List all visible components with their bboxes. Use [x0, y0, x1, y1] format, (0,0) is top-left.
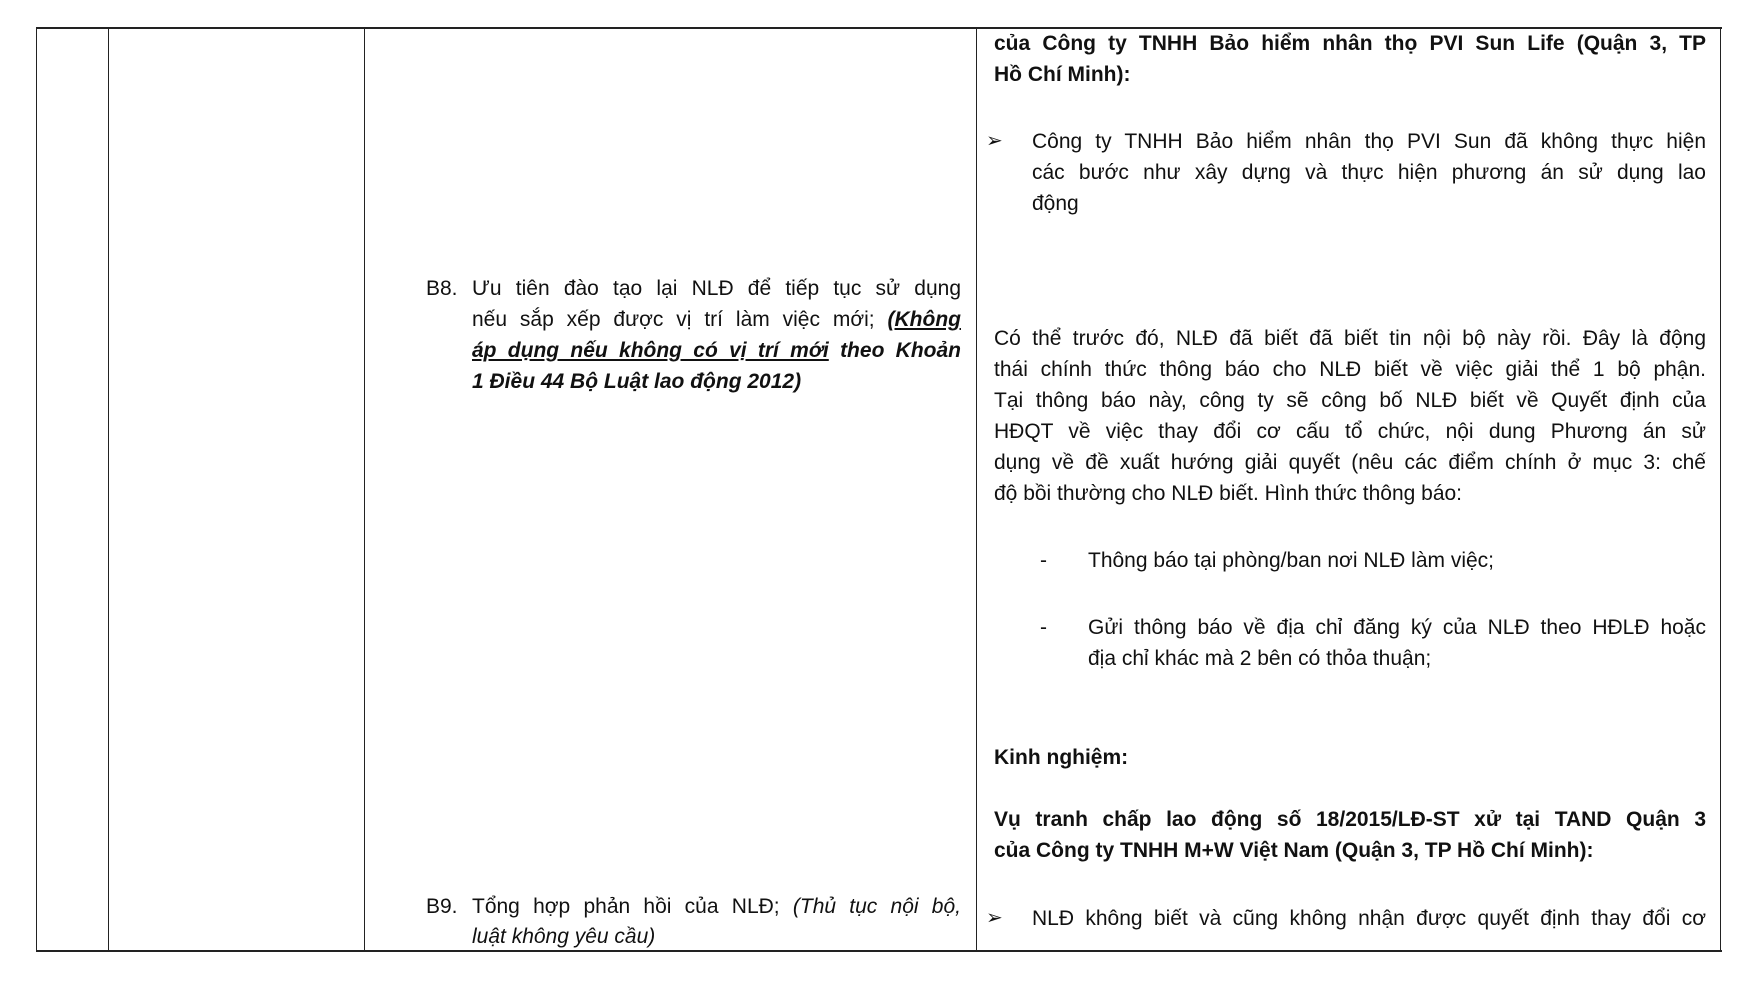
paragraph-line-1: Có thể trước đó, NLĐ đã biết đã biết tin nội bộ này rồi. Đây là động: [994, 327, 1706, 350]
bullet1-line-1: Công ty TNHH Bảo hiểm nhân thọ PVI Sun đã không thực hiện: [1032, 130, 1706, 153]
case2-heading-line-2: của Công ty TNHH M+W Việt Nam (Quận 3, TP Hồ Chí Minh):: [994, 839, 1594, 862]
bullet1-line-2: các bước như xây dựng và thực hiện phương án sử dụng lao: [1032, 161, 1706, 184]
dash-item-2-line-2: địa chỉ khác mà 2 bên có thỏa thuận;: [1088, 647, 1432, 670]
table-col-border-2: [108, 28, 109, 952]
bullet1-line-3: động: [1032, 192, 1079, 215]
case1-heading-line-1: của Công ty TNHH Bảo hiểm nhân thọ PVI Sun Life (Quận 3, TP: [994, 32, 1706, 55]
table-col-border-4: [976, 28, 977, 952]
b8-line-1: Ưu tiên đào tạo lại NLĐ để tiếp tục sử dụng: [472, 277, 961, 300]
bullet2-line-1: NLĐ không biết và cũng không nhận được quyết định thay đổi cơ: [1032, 907, 1706, 930]
b9-line-1-plain: Tổng hợp phản hồi của NLĐ;: [472, 895, 793, 918]
paragraph-line-2: thái chính thức thông báo cho NLĐ biết về việc giải thể 1 bộ phận.: [994, 358, 1706, 381]
b9-note-start: (Thủ tục nội bộ,: [792, 895, 961, 918]
case1-heading-line-2: Hồ Chí Minh):: [994, 63, 1131, 86]
case2-heading-line-1: Vụ tranh chấp lao động số 18/2015/LĐ-ST xử tại TAND Quận 3: [994, 808, 1706, 831]
b8-number: B8.: [426, 277, 458, 300]
b9-number: B9.: [426, 895, 458, 918]
b8-note-start: (Không: [887, 308, 961, 331]
experience-heading: Kinh nghiệm:: [994, 746, 1129, 769]
b9-line-2: luật không yêu cầu): [472, 925, 656, 948]
bullet-arrow-icon: ➢: [986, 130, 1003, 152]
dash-item-1: Thông báo tại phòng/ban nơi NLĐ làm việc;: [1088, 549, 1495, 572]
b8-note-tail: theo Khoản: [828, 339, 962, 362]
paragraph-line-6: độ bồi thường cho NLĐ biết. Hình thức thông báo:: [994, 482, 1463, 505]
dash-item-2-line-1: Gửi thông báo về địa chỉ đăng ký của NLĐ theo HĐLĐ hoặc: [1088, 616, 1706, 639]
b8-line-3: [472, 335, 961, 366]
b8-note-underlined: áp dụng nếu không có vị trí mới: [472, 339, 829, 362]
b8-line-4: 1 Điều 44 Bộ Luật lao động 2012): [472, 370, 802, 393]
b9-line-1: [472, 891, 961, 922]
table-col-border-3: [364, 28, 365, 952]
table-bottom-border: [36, 950, 1722, 952]
bullet-arrow-icon: ➢: [986, 907, 1003, 929]
dash-marker-2: -: [1040, 616, 1047, 639]
paragraph-line-5: dụng về đề xuất hướng giải quyết (nêu các điểm chính ở mục 3: chế: [994, 451, 1706, 474]
b8-line-2: [472, 304, 961, 335]
dash-marker-1: -: [1040, 549, 1047, 572]
paragraph-line-3: Tại thông báo này, công ty sẽ công bố NLĐ biết về Quyết định của: [994, 389, 1706, 412]
table-col-border-1: [36, 28, 37, 952]
b8-line-2-plain: nếu sắp xếp được vị trí làm việc mới;: [472, 308, 888, 331]
table-col-border-5: [1720, 28, 1721, 952]
paragraph-line-4: HĐQT về việc thay đổi cơ cấu tổ chức, nội dung Phương án sử: [994, 420, 1706, 443]
